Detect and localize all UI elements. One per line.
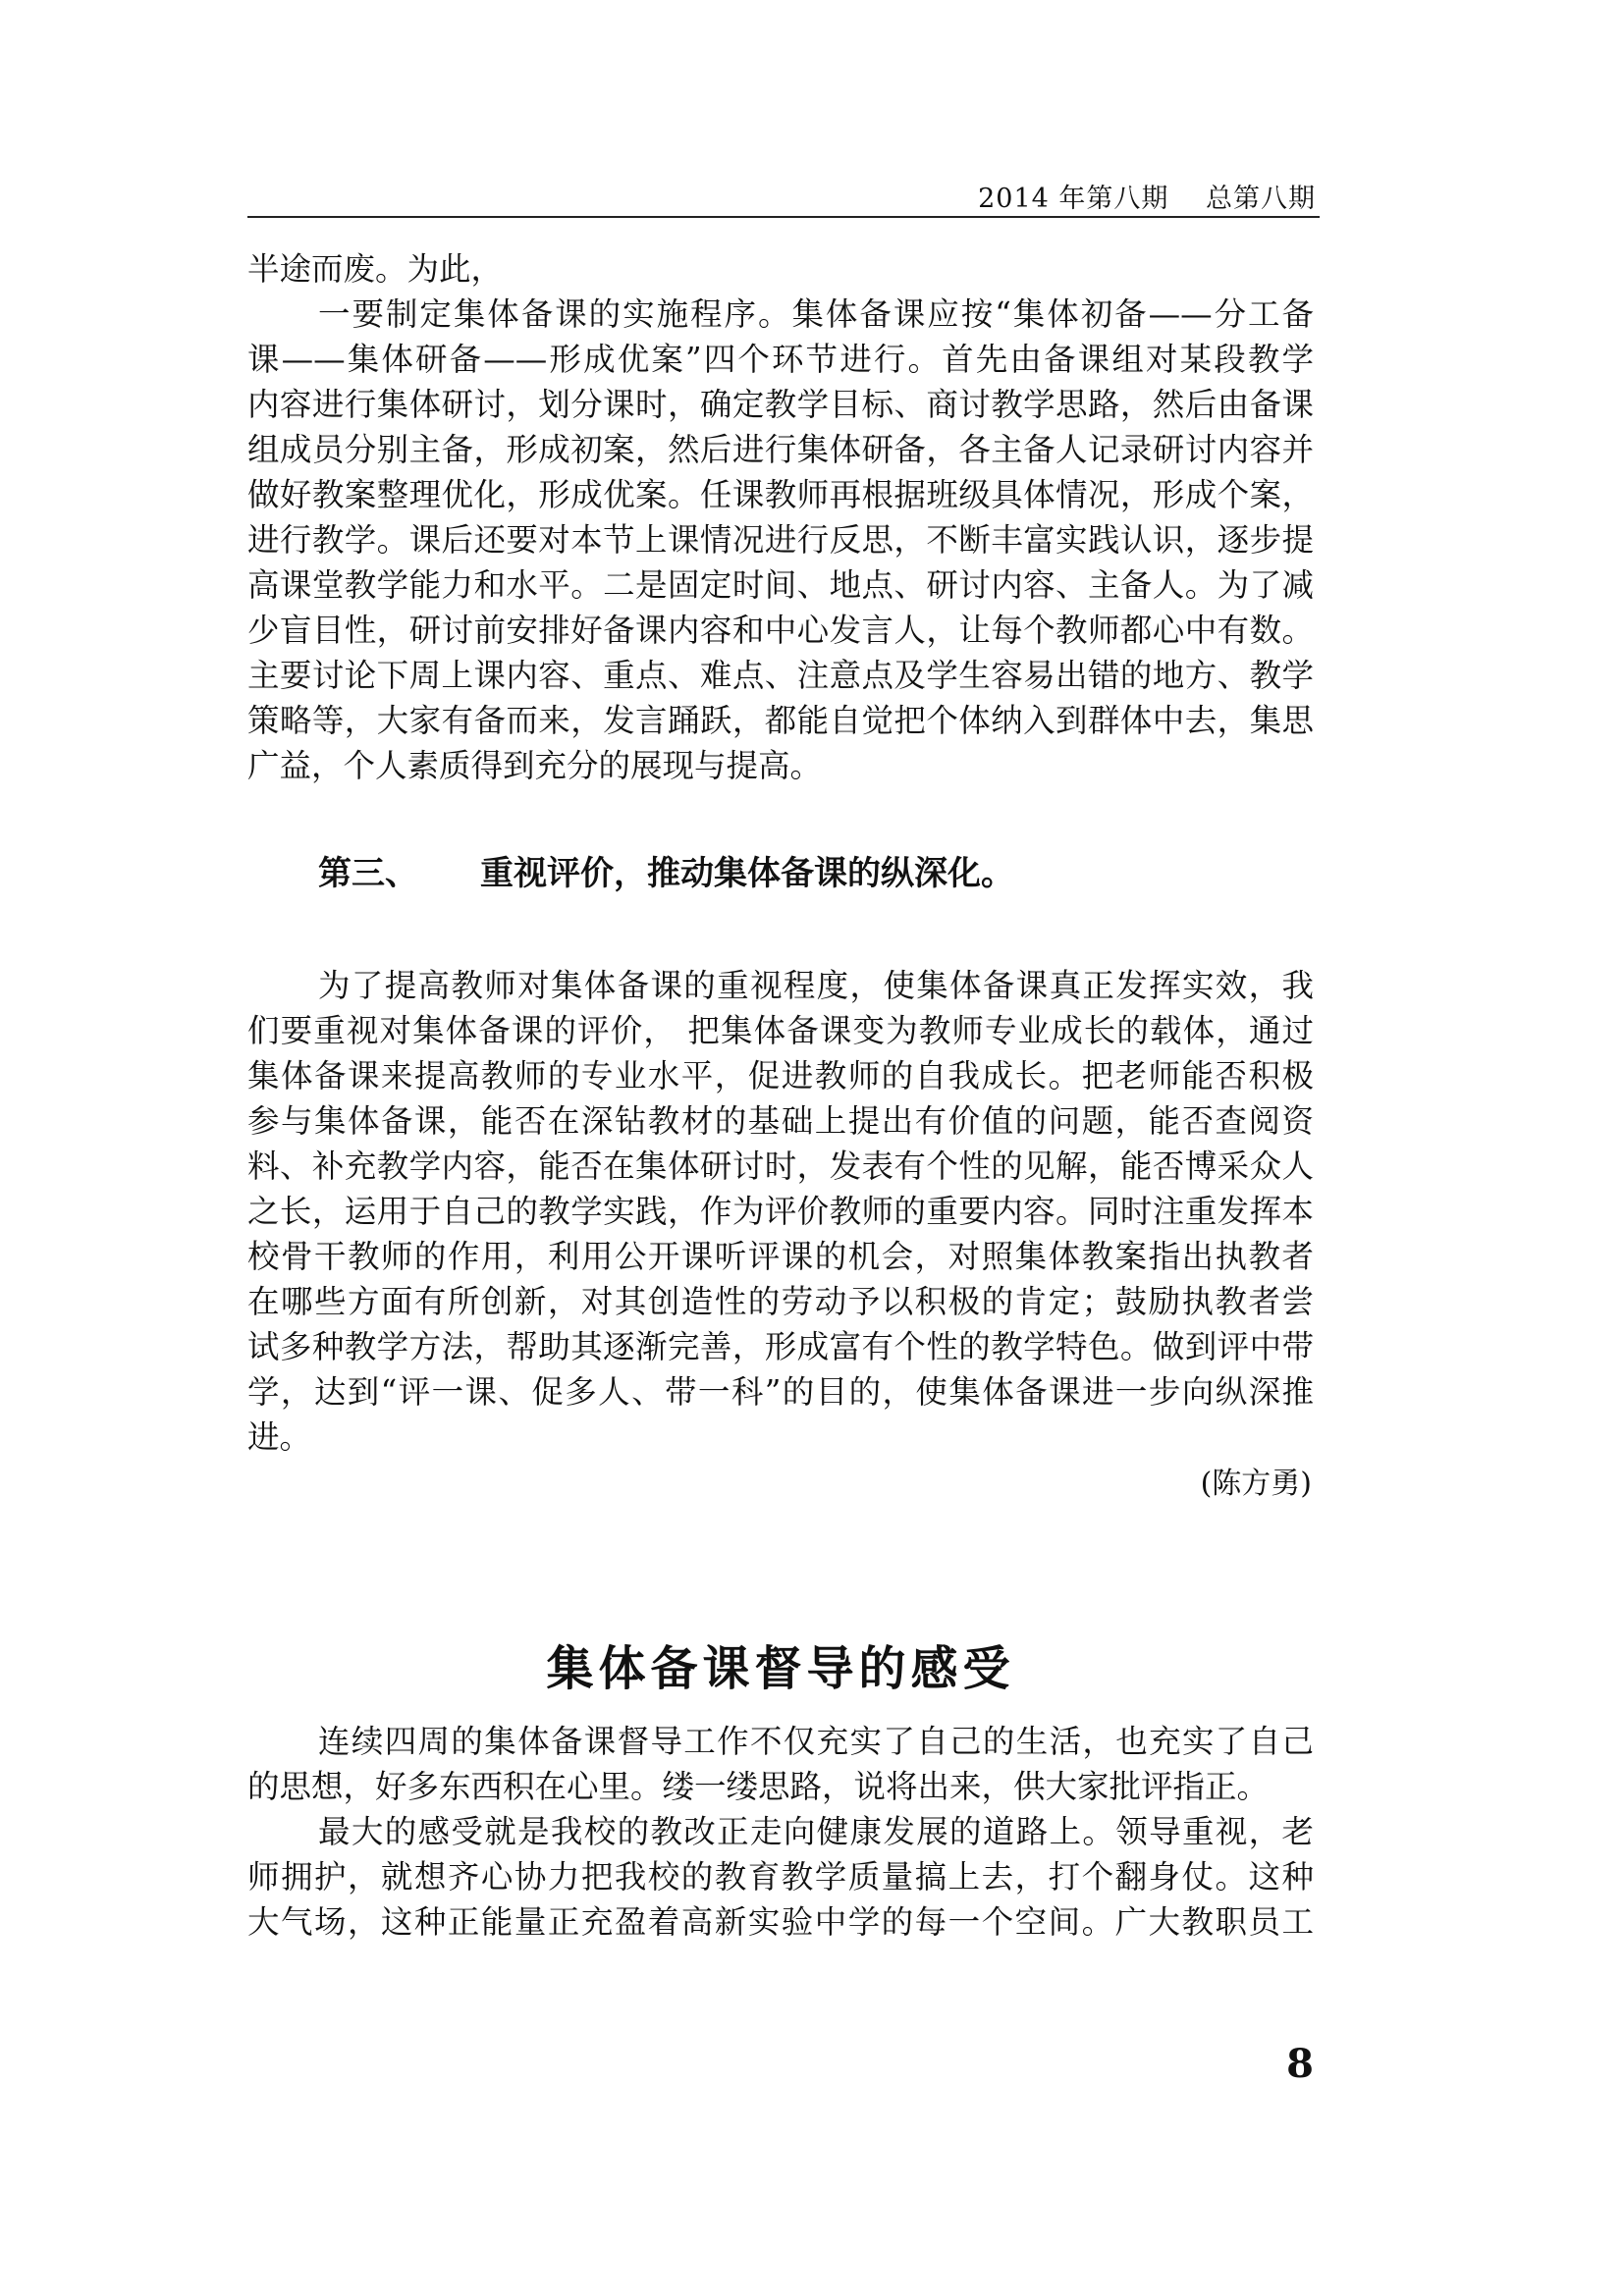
text-line: 广益，个人素质得到充分的展现与提高。: [247, 747, 823, 784]
text-line: 试多种教学方法，帮助其逐渐完善，形成富有个性的教学特色。做到评中带: [247, 1328, 1314, 1365]
article-title: 集体备课督导的感受: [546, 1641, 1015, 1696]
text-line: 进行教学。课后还要对本节上课情况进行反思，不断丰富实践认识，逐步提: [247, 521, 1314, 559]
text-line: 料、补充教学内容，能否在集体研讨时，发表有个性的见解，能否博采众人: [247, 1148, 1314, 1185]
running-header: [247, 175, 1320, 218]
text-line: 参与集体备课，能否在深钻教材的基础上提出有价值的问题，能否查阅资: [247, 1102, 1314, 1140]
issue-label: 2014 年第八期 总第八期: [978, 184, 1316, 214]
author-signature: (陈方勇): [1200, 1467, 1312, 1501]
section-title: 重视评价，推动集体备课的纵深化。: [480, 854, 1014, 893]
section-number: 第三、: [318, 854, 418, 893]
text-line: 做好教案整理优化，形成优案。任课教师再根据班级具体情况，形成个案，: [247, 476, 1314, 513]
section-heading: [318, 852, 1014, 895]
text-line: 一要制定集体备课的实施程序。集体备课应按“集体初备——分工备: [318, 295, 1314, 333]
text-line: 高课堂教学能力和水平。二是固定时间、地点、研讨内容、主备人。为了减: [247, 566, 1314, 604]
text-line: 集体备课来提高教师的专业水平，促进教师的自我成长。把老师能否积极: [247, 1057, 1314, 1095]
text-line: 课——集体研备——形成优案”四个环节进行。首先由备课组对某段教学: [247, 341, 1314, 378]
text-line: 之长，运用于自己的教学实践，作为评价教师的重要内容。同时注重发挥本: [247, 1193, 1314, 1230]
text-line: 半途而废。为此，: [247, 250, 504, 288]
text-line: 学，达到“评一课、促多人、带一科”的目的，使集体备课进一步向纵深推: [247, 1373, 1314, 1411]
text-line: 最大的感受就是我校的教改正走向健康发展的道路上。领导重视，老: [318, 1813, 1314, 1850]
text-line: 组成员分别主备，形成初案，然后进行集体研备，各主备人记录研讨内容并: [247, 431, 1314, 468]
text-line: 连续四周的集体备课督导工作不仅充实了自己的生活，也充实了自己: [318, 1723, 1314, 1760]
text-line: 策略等，大家有备而来，发言踊跃，都能自觉把个体纳入到群体中去，集思: [247, 702, 1314, 739]
text-line: 在哪些方面有所创新，对其创造性的劳动予以积极的肯定；鼓励执教者尝: [247, 1283, 1314, 1320]
text-line: 的思想，好多东西积在心里。缕一缕思路，说将出来，供大家批评指正。: [247, 1768, 1270, 1805]
text-line: 内容进行集体研讨，划分课时，确定教学目标、商讨教学思路，然后由备课: [247, 386, 1314, 423]
text-line: 为了提高教师对集体备课的重视程度，使集体备课真正发挥实效，我: [318, 967, 1314, 1004]
text-line: 大气场，这种正能量正充盈着高新实验中学的每一个空间。广大教职员工: [247, 1903, 1314, 1941]
text-line: 少盲目性，研讨前安排好备课内容和中心发言人，让每个教师都心中有数。: [247, 612, 1314, 649]
text-line: 进。: [247, 1418, 312, 1456]
text-line: 校骨干教师的作用，利用公开课听评课的机会，对照集体教案指出执教者: [247, 1238, 1314, 1275]
page-number: 8: [1286, 2041, 1314, 2087]
text-line: 们要重视对集体备课的评价， 把集体备课变为教师专业成长的载体，通过: [247, 1012, 1314, 1049]
text-line: 师拥护，就想齐心协力把我校的教育教学质量搞上去，打个翻身仗。这种: [247, 1858, 1314, 1896]
text-line: 主要讨论下周上课内容、重点、难点、注意点及学生容易出错的地方、教学: [247, 657, 1314, 694]
